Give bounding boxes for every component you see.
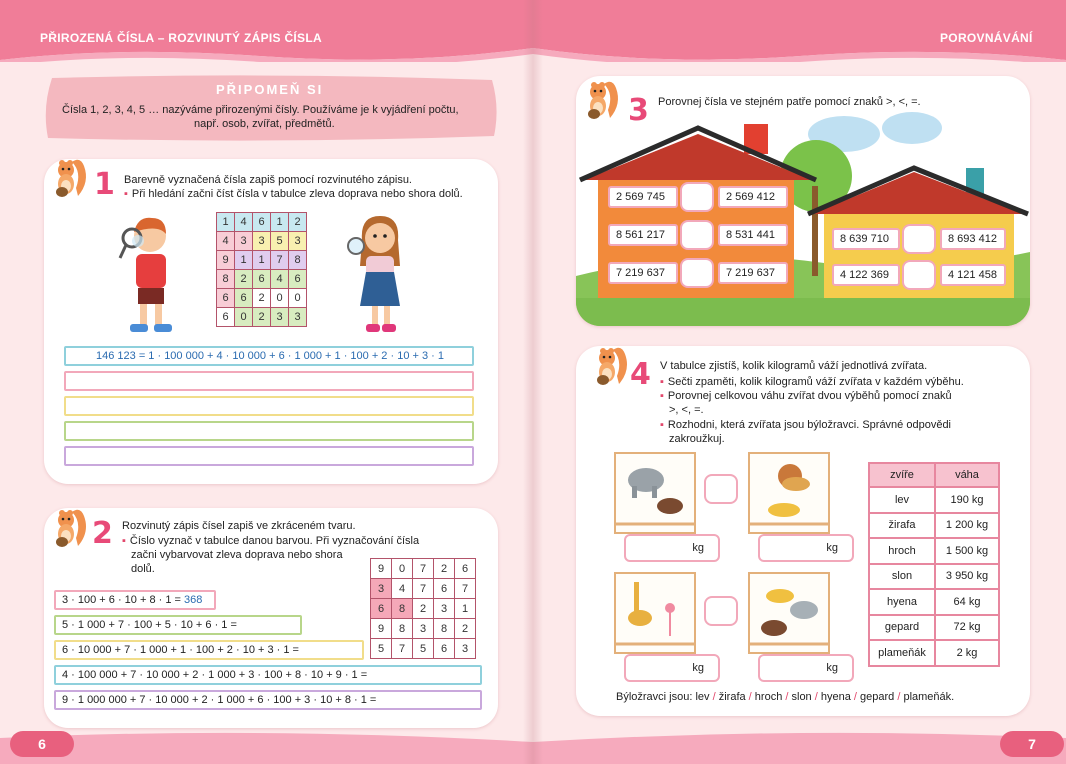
grid-cell: 7 [271,251,289,270]
house1-right-2: 8 531 441 [718,224,788,246]
weight-cell: 190 kg [935,487,999,513]
grid-cell: 0 [271,289,289,308]
grid-cell: 6 [217,289,235,308]
enclosure-2-weight[interactable]: kg [758,534,854,562]
exercise-3-instruction: Porovnej čísla ve stejném patře pomocí znaků >, <, =. [658,96,921,108]
house1-compare-2[interactable] [680,220,714,250]
weight-cell: 64 kg [935,589,999,615]
squirrel-icon [591,340,631,386]
enclosure-giraffe-flamingo [614,572,696,654]
grid-cell: 3 [235,232,253,251]
separator: / [811,691,821,703]
answer-line-yellow[interactable] [64,396,474,416]
zoo-compare-1[interactable] [704,474,738,504]
zoo-compare-2[interactable] [704,596,738,626]
grid-cell: 2 [253,308,271,327]
grid-cell: 3 [289,308,307,327]
house1-left-3: 7 219 637 [608,262,678,284]
answer-line-lilac[interactable] [64,446,474,466]
footer-band-left [0,718,533,764]
house1-compare-3[interactable] [680,258,714,288]
exercise-2-number: 2 [92,516,113,551]
house1-right-1: 2 569 412 [718,186,788,208]
animal-cell: žirafa [869,513,935,539]
header-right-title: POROVNÁVÁNÍ [940,31,1033,45]
enclosure-4-weight[interactable]: kg [758,654,854,682]
animal-cell: gepard [869,615,935,641]
weight-cell: 72 kg [935,615,999,641]
exercise-4-bullet-3b: zakroužkuj. [669,433,725,445]
exercise-2-instruction: Rozvinutý zápis čísel zapiš ve zkráceném tvaru. [122,520,356,532]
table-row [869,538,999,564]
grid-cell: 3 [253,232,271,251]
grid-cell[interactable]: 7 [413,579,434,599]
boy-illustration [112,210,180,336]
page-number-left: 6 [10,731,74,757]
grid-cell[interactable]: 6 [455,559,476,579]
exercise-2-row-5[interactable]: 9 · 1 000 000 + 7 · 10 000 + 2 · 1 000 + 6 · 100 + 3 · 10 + 8 · 1 = [54,690,482,710]
grid-cell[interactable]: 8 [392,619,413,639]
reminder-line1: Čísla 1, 2, 3, 4, 5 … nazýváme přirozenými čísly. Používáme je k vyjádření počtu, [62,104,459,116]
grid-cell[interactable]: 2 [434,559,455,579]
grid-cell: 1 [271,213,289,232]
grid-cell[interactable]: 8 [434,619,455,639]
answer-line-green[interactable] [64,421,474,441]
house1-right-3: 7 219 637 [718,262,788,284]
exercise-2-hint-1: ▪ Číslo vyznač v tabulce danou barvou. Při vyznačování čísla [122,535,420,547]
separator: / [850,691,861,703]
grid-cell: 1 [253,251,271,270]
exercise-1-example-row: 146 123 = 1 · 100 000 + 4 · 10 000 + 6 · 1 000 + 1 · 100 + 2 · 10 + 3 · 1 [64,346,474,366]
grid-cell[interactable]: 2 [455,619,476,639]
separator: / [894,691,904,703]
separator: / [745,691,755,703]
house2-compare-1[interactable] [902,224,936,254]
herbivore-option[interactable]: slon [791,691,812,703]
grid-cell[interactable]: 9 [371,619,392,639]
house2-compare-2[interactable] [902,260,936,290]
grid-cell: 2 [289,213,307,232]
grid-cell: 6 [217,308,235,327]
house1-left-2: 8 561 217 [608,224,678,246]
house2-right-2: 4 121 458 [940,264,1006,286]
grid-cell[interactable]: 9 [371,559,392,579]
herbivore-option[interactable]: gepard [860,691,895,703]
grid-cell[interactable]: 5 [371,639,392,659]
grid-cell[interactable]: 1 [455,599,476,619]
grid-cell[interactable]: 3 [455,639,476,659]
grid-cell: 9 [217,251,235,270]
girl-illustration [344,210,414,336]
separator: / [709,691,719,703]
grid-cell: 4 [271,270,289,289]
grid-cell[interactable]: 0 [392,559,413,579]
table-row [869,640,999,666]
exercise-2-number-grid [370,558,476,659]
exercise-2-hint-3: dolů. [131,563,155,575]
exercise-2-row-1: 3 · 100 + 6 · 10 + 8 · 1 = 368 [54,590,216,610]
answer-line-pink[interactable] [64,371,474,391]
table-row [869,615,999,641]
exercise-4-bullet-3: ▪ Rozhodni, která zvířata jsou býložravci. Správné odpovědi [660,419,952,431]
herbivore-option[interactable]: lev [695,691,710,703]
animal-cell: slon [869,564,935,590]
grid-cell: 6 [289,270,307,289]
exercise-1-instruction: Barevně vyznačená čísla zapiš pomocí rozvinutého zápisu. [124,174,412,186]
grid-cell: 8 [217,270,235,289]
grid-cell[interactable]: 3 [371,579,392,599]
reminder-title: PŘIPOMEŇ SI [216,82,324,97]
grid-cell[interactable]: 6 [434,579,455,599]
exercise-1-number: 1 [94,167,115,202]
animal-weight-table [868,462,1000,667]
grid-cell[interactable]: 6 [371,599,392,619]
table-row [869,487,999,513]
enclosure-elephant-hyena [614,452,696,534]
herbivores-answer: Býložravci jsou: lev / žirafa / hroch / slon / hyena / gepard / plameňák. [616,691,955,703]
herbivore-option[interactable]: plameňák. [903,691,955,703]
grid-cell[interactable]: 6 [434,639,455,659]
magnifier-icon [129,232,147,250]
animal-cell: hroch [869,538,935,564]
grid-cell: 6 [253,213,271,232]
squirrel-icon [582,74,622,120]
grid-cell: 4 [217,232,235,251]
exercise-4-bullet-2b: >, <, =. [669,404,704,416]
herbivore-option[interactable]: žirafa [718,691,746,703]
animal-cell: lev [869,487,935,513]
enclosure-lion-cheetah [748,452,830,534]
page-number-right: 7 [1000,731,1064,757]
house2-right-1: 8 693 412 [940,228,1006,250]
exercise-2-row-2[interactable]: 5 · 1 000 + 7 · 100 + 5 · 10 + 6 · 1 = [54,615,302,635]
footer-band-right [533,718,1066,764]
exercise-2-row-4[interactable]: 4 · 100 000 + 7 · 10 000 + 2 · 1 000 + 3 · 100 + 8 · 10 + 9 · 1 = [54,665,482,685]
separator: / [782,691,792,703]
exercise-1-number-grid [216,212,307,327]
weight-cell: 1 500 kg [935,538,999,564]
grid-cell: 6 [235,289,253,308]
house1-compare-1[interactable] [680,182,714,212]
grid-cell: 0 [235,308,253,327]
grid-cell[interactable]: 7 [392,639,413,659]
weight-cell: 3 950 kg [935,564,999,590]
enclosure-1-weight[interactable]: kg [624,534,720,562]
squirrel-icon [50,502,90,548]
grid-cell: 6 [253,270,271,289]
exercise-4-bullet-2: ▪ Porovnej celkovou váhu zvířat dvou výběhů pomocí znaků [660,390,952,402]
reminder-line2: např. osob, zvířat, předmětů. [194,118,335,130]
grid-cell[interactable]: 4 [392,579,413,599]
exercise-2-row-3[interactable]: 6 · 10 000 + 7 · 1 000 + 1 · 100 + 2 · 10 + 3 · 1 = [54,640,364,660]
exercise-1-hint: ▪ Při hledání začni číst čísla v tabulce zleva doprava nebo shora dolů. [124,188,463,200]
grid-cell[interactable]: 7 [413,559,434,579]
grid-cell[interactable]: 3 [434,599,455,619]
herbivore-option[interactable]: hroch [754,691,783,703]
house2-left-1: 8 639 710 [832,228,900,250]
herbivore-option[interactable]: hyena [820,691,851,703]
grid-cell: 0 [289,289,307,308]
grid-cell: 5 [271,232,289,251]
header-left-title: PŘIROZENÁ ČÍSLA – ROZVINUTÝ ZÁPIS ČÍSLA [40,31,322,45]
grid-cell: 1 [235,251,253,270]
house1-left-1: 2 569 745 [608,186,678,208]
grid-cell: 1 [217,213,235,232]
weight-cell: 1 200 kg [935,513,999,539]
grid-cell: 4 [235,213,253,232]
grid-cell[interactable]: 7 [455,579,476,599]
enclosure-3-weight[interactable]: kg [624,654,720,682]
grid-cell[interactable]: 8 [392,599,413,619]
grid-cell: 2 [235,270,253,289]
animal-cell: plameňák [869,640,935,666]
exercise-4-number: 4 [630,357,651,392]
table-row [869,513,999,539]
table-header-animal: zvíře [869,463,935,487]
exercise-2-hint-2: začni vybarvovat zleva doprava nebo shora [131,549,343,561]
squirrel-icon [50,152,90,198]
animal-cell: hyena [869,589,935,615]
exercise-3-number: 3 [628,93,649,128]
grid-cell: 2 [253,289,271,308]
table-header-weight: váha [935,463,999,487]
table-row [869,589,999,615]
grid-cell[interactable]: 3 [413,619,434,639]
grid-cell: 3 [271,308,289,327]
table-row [869,564,999,590]
book-spine [523,0,543,764]
house2-left-2: 4 122 369 [832,264,900,286]
grid-cell: 8 [289,251,307,270]
grid-cell[interactable]: 5 [413,639,434,659]
weight-cell: 2 kg [935,640,999,666]
grid-cell: 3 [289,232,307,251]
exercise-4-bullet-1: ▪ Sečti zpaměti, kolik kilogramů váží zvířata v každém výběhu. [660,376,964,388]
enclosure-cheetah-hippo-hyena [748,572,830,654]
exercise-4-instruction: V tabulce zjistíš, kolik kilogramů váží jednotlivá zvířata. [660,360,928,372]
grid-cell[interactable]: 2 [413,599,434,619]
